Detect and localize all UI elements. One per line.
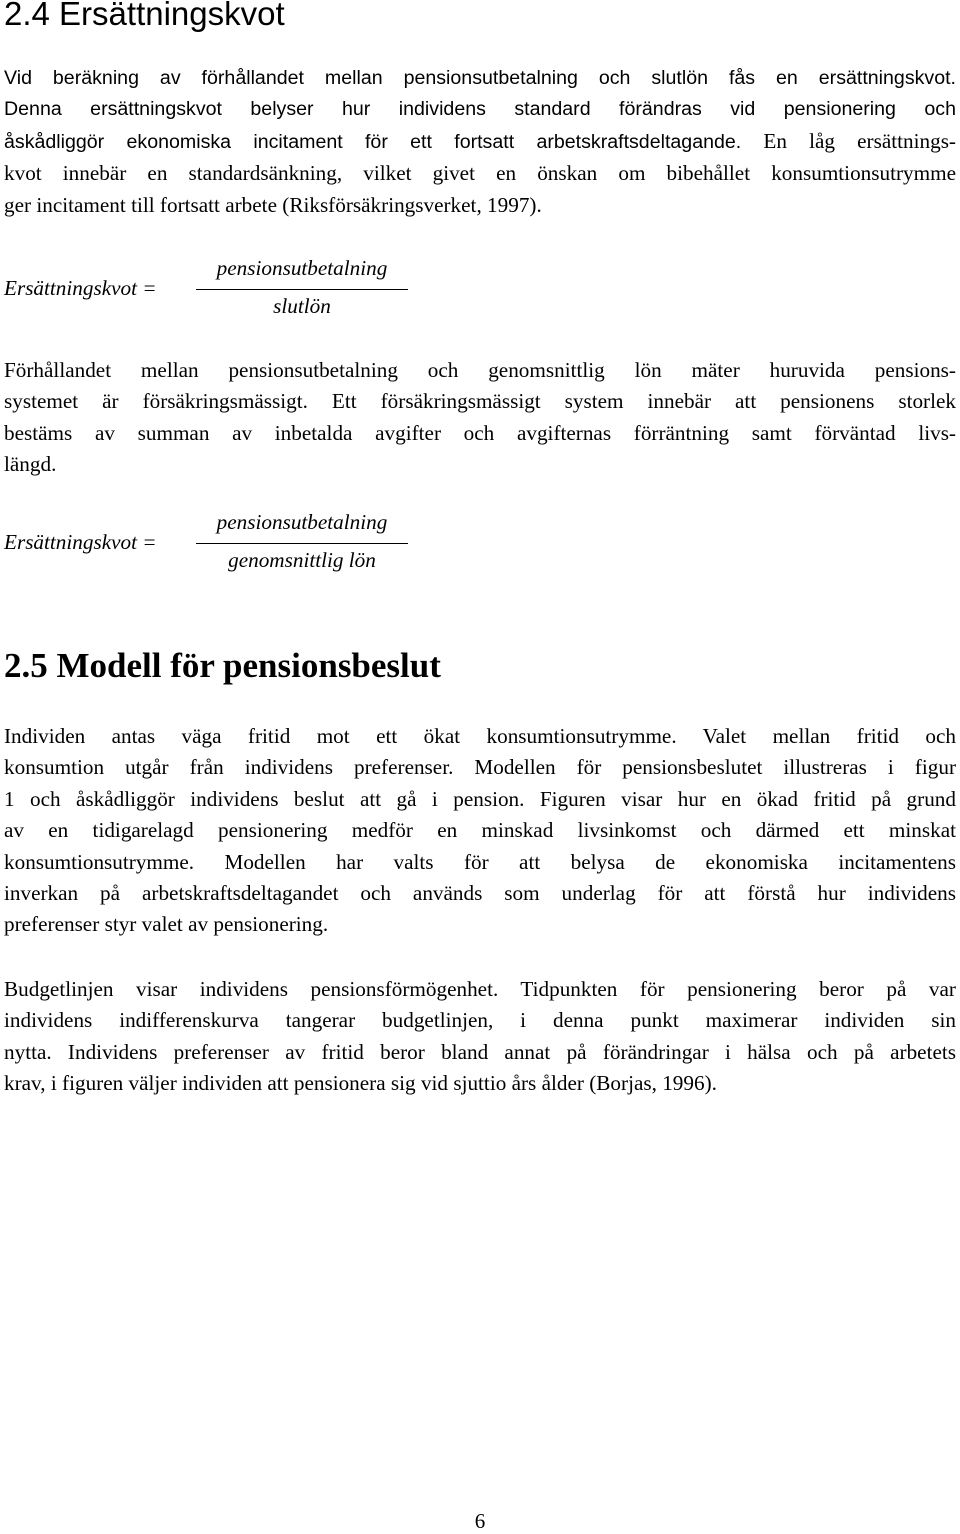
formula-numerator: pensionsutbetalning [216,510,388,534]
text-line: ger incitament till fortsatt arbete (Riksförsäkringsverket, 1997). [4,192,542,217]
text-line: Vid beräkning av förhållandet mellan pensionsutbetalning och slutlön fås en ersättningskvot. [4,67,956,89]
text-line: 1 och åskådliggör individens beslut att gå i pension. Figuren visar hur en ökad fritid på grund [4,786,956,811]
text-line: nytta. Individens preferenser av fritid beror bland annat på förändringar i hälsa och på arbetets [4,1039,956,1064]
formula-lhs: Ersättningskvot = [4,530,157,554]
text-fragment: åskådliggör ekonomiska incitament för ett fortsatt arbetskraftsdeltagande. [4,130,742,153]
text-line: bestäms av summan av inbetalda avgifter och avgifternas förräntning samt förväntad livs- [4,420,956,445]
text-line: konsumtionsutrymme. Modellen har valts för att belysa de ekonomiska incitamentens [4,849,956,874]
fraction-bar [196,543,408,544]
paragraph-budget-line [4,974,956,1100]
text-line: Förhållandet mellan pensionsutbetalning och genomsnittlig lön mäter huruvida pensions- [4,358,956,382]
paragraph-insurance-based-system [4,355,956,481]
text-line: Budgetlinjen visar individens pensionsförmögenhet. Tidpunkten för pensionering beror på var [4,977,956,1001]
text-line: längd. [4,452,57,477]
text-line: individens indifferenskurva tangerar budgetlinjen, i denna punkt maximerar individen sin [4,1008,956,1033]
section-heading-2-4: 2.4 Ersättningskvot [4,0,285,32]
text-fragment: En låg ersättnings- [741,128,956,153]
text-line: inverkan på arbetskraftsdeltagandet och används som underlag för att förstå hur individens [4,881,956,906]
text-line: preferenser styr valet av pensionering. [4,912,329,937]
section-heading-2-5: 2.5 Modell för pensionsbeslut [4,646,441,685]
formula-denominator: slutlön [273,294,331,318]
text-line: Denna ersättningskvot belyser hur individens standard förändras vid pensionering och [4,98,956,121]
text-line: av en tidigarelagd pensionering medför en minskad livsinkomst och därmed ett minskat [4,818,956,843]
paragraph-replacement-ratio-intro [4,63,956,221]
page-number: 6 [474,1509,486,1533]
paragraph-pension-decision-model [4,721,956,941]
formula-denominator: genomsnittlig lön [228,548,376,572]
formula-lhs: Ersättningskvot = [4,276,157,300]
text-line: krav, i figuren väljer individen att pensionera sig vid sjuttio års ålder (Borjas, 1996). [4,1071,717,1096]
text-line: Individen antas väga fritid mot ett ökat konsumtionsutrymme. Valet mellan fritid och [4,724,956,748]
text-line-mixed [4,126,956,158]
formula-numerator: pensionsutbetalning [216,256,388,280]
fraction-bar [196,289,408,290]
text-line: konsumtion utgår från individens preferenser. Modellen för pensionsbeslutet illustreras i figur [4,755,956,780]
text-line: kvot innebär en standardsänkning, vilket givet en önskan om bibehållet konsumtionsutrymme [4,161,956,186]
text-line: systemet är försäkringsmässigt. Ett försäkringsmässigt system innebär att pensionens storlek [4,389,956,414]
